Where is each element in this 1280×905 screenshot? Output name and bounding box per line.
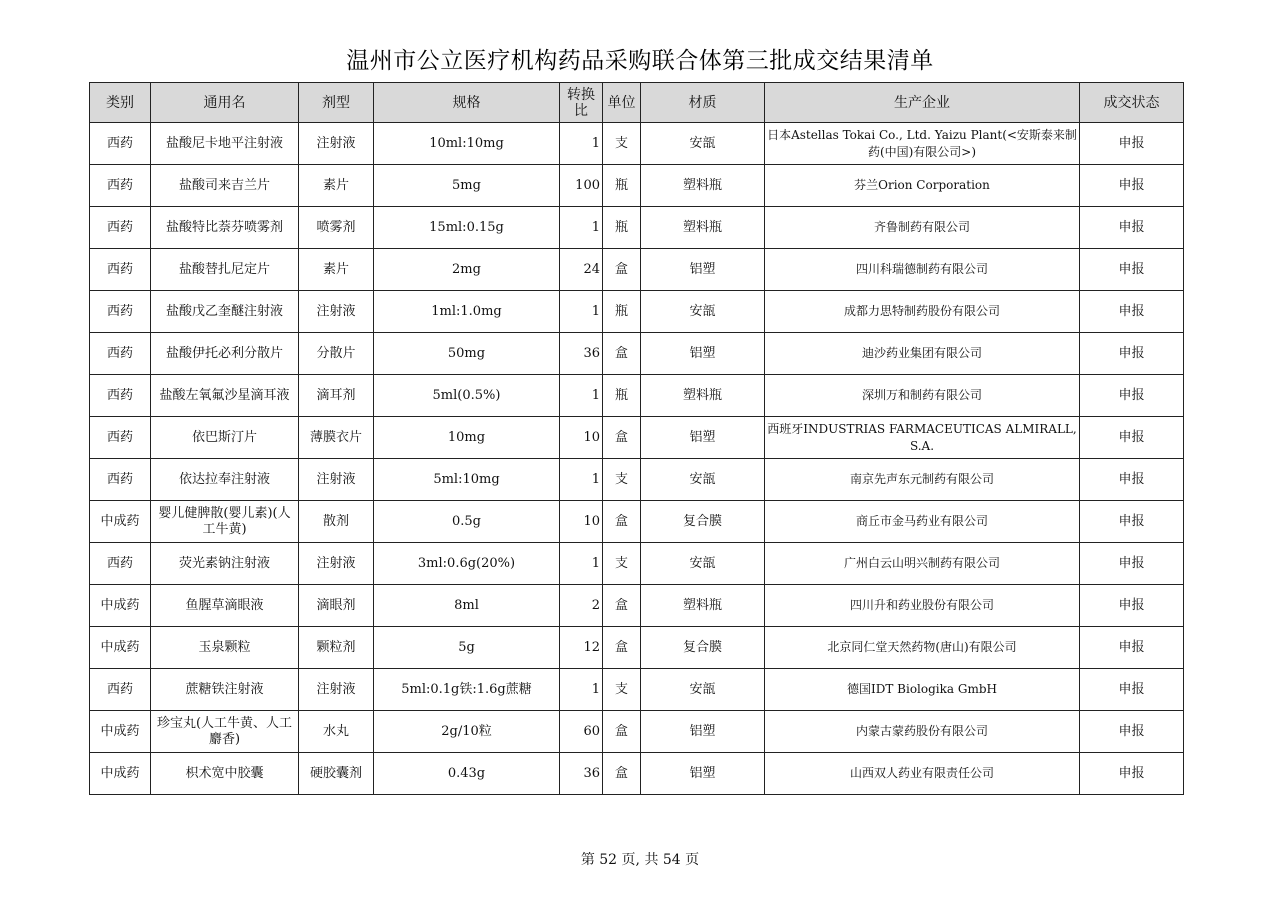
unit-cell: 支 bbox=[603, 669, 641, 711]
unit-cell: 瓶 bbox=[603, 291, 641, 333]
table-header-row bbox=[90, 83, 1184, 123]
ratio-cell: 10 bbox=[560, 501, 603, 543]
manufacturer-cell: 四川科瑞德制药有限公司 bbox=[765, 249, 1080, 291]
ratio-cell: 1 bbox=[560, 669, 603, 711]
spec-cell: 8ml bbox=[374, 585, 560, 627]
unit-cell: 盒 bbox=[603, 417, 641, 459]
material-cell: 安瓿 bbox=[641, 291, 765, 333]
status-cell: 申报 bbox=[1080, 291, 1184, 333]
unit-cell: 支 bbox=[603, 459, 641, 501]
name-cell: 盐酸尼卡地平注射液 bbox=[151, 123, 299, 165]
status-cell: 申报 bbox=[1080, 711, 1184, 753]
status-cell: 申报 bbox=[1080, 459, 1184, 501]
name-cell: 蔗糖铁注射液 bbox=[151, 669, 299, 711]
ratio-cell: 1 bbox=[560, 543, 603, 585]
table-row bbox=[90, 585, 1184, 627]
category-cell: 中成药 bbox=[90, 501, 151, 543]
form-cell: 硬胶囊剂 bbox=[299, 753, 374, 795]
spec-cell: 2g/10粒 bbox=[374, 711, 560, 753]
material-cell: 铝塑 bbox=[641, 753, 765, 795]
spec-cell: 5ml(0.5%) bbox=[374, 375, 560, 417]
category-cell: 西药 bbox=[90, 165, 151, 207]
category-cell: 西药 bbox=[90, 291, 151, 333]
name-cell: 盐酸特比萘芬喷雾剂 bbox=[151, 207, 299, 249]
ratio-cell: 2 bbox=[560, 585, 603, 627]
category-cell: 西药 bbox=[90, 249, 151, 291]
material-cell: 塑料瓶 bbox=[641, 165, 765, 207]
unit-cell: 瓶 bbox=[603, 207, 641, 249]
manufacturer-cell: 山西双人药业有限责任公司 bbox=[765, 753, 1080, 795]
manufacturer-cell: 深圳万和制药有限公司 bbox=[765, 375, 1080, 417]
spec-cell: 0.5g bbox=[374, 501, 560, 543]
form-cell: 注射液 bbox=[299, 669, 374, 711]
material-cell: 铝塑 bbox=[641, 249, 765, 291]
status-cell: 申报 bbox=[1080, 123, 1184, 165]
material-cell: 铝塑 bbox=[641, 711, 765, 753]
form-cell: 素片 bbox=[299, 249, 374, 291]
name-cell: 依达拉奉注射液 bbox=[151, 459, 299, 501]
table-row bbox=[90, 501, 1184, 543]
table-row bbox=[90, 753, 1184, 795]
status-cell: 申报 bbox=[1080, 753, 1184, 795]
form-cell: 颗粒剂 bbox=[299, 627, 374, 669]
name-cell: 盐酸戊乙奎醚注射液 bbox=[151, 291, 299, 333]
page-title: 温州市公立医疗机构药品采购联合体第三批成交结果清单 bbox=[346, 48, 934, 74]
status-cell: 申报 bbox=[1080, 333, 1184, 375]
spec-cell: 5ml:0.1g铁:1.6g蔗糖 bbox=[374, 669, 560, 711]
manufacturer-cell: 齐鲁制药有限公司 bbox=[765, 207, 1080, 249]
form-cell: 注射液 bbox=[299, 459, 374, 501]
unit-cell: 盒 bbox=[603, 711, 641, 753]
category-cell: 中成药 bbox=[90, 753, 151, 795]
spec-cell: 10mg bbox=[374, 417, 560, 459]
results-table bbox=[89, 82, 1184, 795]
manufacturer-cell: 迪沙药业集团有限公司 bbox=[765, 333, 1080, 375]
form-cell: 滴耳剂 bbox=[299, 375, 374, 417]
unit-cell: 支 bbox=[603, 543, 641, 585]
category-cell: 西药 bbox=[90, 123, 151, 165]
ratio-cell: 1 bbox=[560, 375, 603, 417]
form-cell: 分散片 bbox=[299, 333, 374, 375]
status-cell: 申报 bbox=[1080, 165, 1184, 207]
spec-cell: 1ml:1.0mg bbox=[374, 291, 560, 333]
manufacturer-cell: 广州白云山明兴制药有限公司 bbox=[765, 543, 1080, 585]
column-header: 成交状态 bbox=[1080, 83, 1184, 123]
manufacturer-cell: 芬兰Orion Corporation bbox=[765, 165, 1080, 207]
material-cell: 铝塑 bbox=[641, 417, 765, 459]
manufacturer-cell: 内蒙古蒙药股份有限公司 bbox=[765, 711, 1080, 753]
form-cell: 注射液 bbox=[299, 123, 374, 165]
unit-cell: 支 bbox=[603, 123, 641, 165]
form-cell: 注射液 bbox=[299, 291, 374, 333]
column-header: 材质 bbox=[641, 83, 765, 123]
column-header: 通用名 bbox=[151, 83, 299, 123]
category-cell: 中成药 bbox=[90, 627, 151, 669]
status-cell: 申报 bbox=[1080, 669, 1184, 711]
table-row bbox=[90, 711, 1184, 753]
table-body bbox=[90, 123, 1184, 795]
manufacturer-cell: 德国IDT Biologika GmbH bbox=[765, 669, 1080, 711]
spec-cell: 5g bbox=[374, 627, 560, 669]
spec-cell: 10ml:10mg bbox=[374, 123, 560, 165]
material-cell: 复合膜 bbox=[641, 627, 765, 669]
spec-cell: 5mg bbox=[374, 165, 560, 207]
category-cell: 西药 bbox=[90, 417, 151, 459]
material-cell: 铝塑 bbox=[641, 333, 765, 375]
table-row bbox=[90, 207, 1184, 249]
ratio-cell: 100 bbox=[560, 165, 603, 207]
unit-cell: 瓶 bbox=[603, 165, 641, 207]
name-cell: 盐酸左氧氟沙星滴耳液 bbox=[151, 375, 299, 417]
unit-cell: 盒 bbox=[603, 627, 641, 669]
name-cell: 盐酸司来吉兰片 bbox=[151, 165, 299, 207]
page-number: 第 52 页, 共 54 页 bbox=[580, 852, 700, 868]
column-header: 类别 bbox=[90, 83, 151, 123]
spec-cell: 5ml:10mg bbox=[374, 459, 560, 501]
ratio-cell: 10 bbox=[560, 417, 603, 459]
table-row bbox=[90, 459, 1184, 501]
manufacturer-cell: 商丘市金马药业有限公司 bbox=[765, 501, 1080, 543]
category-cell: 中成药 bbox=[90, 711, 151, 753]
table-row bbox=[90, 333, 1184, 375]
spec-cell: 0.43g bbox=[374, 753, 560, 795]
material-cell: 塑料瓶 bbox=[641, 375, 765, 417]
spec-cell: 15ml:0.15g bbox=[374, 207, 560, 249]
status-cell: 申报 bbox=[1080, 501, 1184, 543]
name-cell: 珍宝丸(人工牛黄、人工麝香) bbox=[151, 711, 299, 753]
form-cell: 薄膜衣片 bbox=[299, 417, 374, 459]
form-cell: 滴眼剂 bbox=[299, 585, 374, 627]
spec-cell: 2mg bbox=[374, 249, 560, 291]
category-cell: 中成药 bbox=[90, 585, 151, 627]
manufacturer-cell: 西班牙INDUSTRIAS FARMACEUTICAS ALMIRALL, S.A. bbox=[765, 417, 1080, 459]
material-cell: 安瓿 bbox=[641, 669, 765, 711]
category-cell: 西药 bbox=[90, 333, 151, 375]
manufacturer-cell: 北京同仁堂天然药物(唐山)有限公司 bbox=[765, 627, 1080, 669]
material-cell: 安瓿 bbox=[641, 123, 765, 165]
name-cell: 盐酸伊托必利分散片 bbox=[151, 333, 299, 375]
table-row bbox=[90, 291, 1184, 333]
unit-cell: 盒 bbox=[603, 753, 641, 795]
form-cell: 散剂 bbox=[299, 501, 374, 543]
ratio-cell: 1 bbox=[560, 291, 603, 333]
status-cell: 申报 bbox=[1080, 249, 1184, 291]
ratio-cell: 1 bbox=[560, 459, 603, 501]
name-cell: 婴儿健脾散(婴儿素)(人工牛黄) bbox=[151, 501, 299, 543]
material-cell: 塑料瓶 bbox=[641, 207, 765, 249]
status-cell: 申报 bbox=[1080, 627, 1184, 669]
table-row bbox=[90, 249, 1184, 291]
category-cell: 西药 bbox=[90, 375, 151, 417]
ratio-cell: 36 bbox=[560, 753, 603, 795]
column-header: 剂型 bbox=[299, 83, 374, 123]
unit-cell: 瓶 bbox=[603, 375, 641, 417]
unit-cell: 盒 bbox=[603, 501, 641, 543]
name-cell: 枳术宽中胶囊 bbox=[151, 753, 299, 795]
form-cell: 注射液 bbox=[299, 543, 374, 585]
column-header: 转换比 bbox=[560, 83, 603, 123]
table-row bbox=[90, 627, 1184, 669]
material-cell: 塑料瓶 bbox=[641, 585, 765, 627]
form-cell: 喷雾剂 bbox=[299, 207, 374, 249]
ratio-cell: 36 bbox=[560, 333, 603, 375]
status-cell: 申报 bbox=[1080, 207, 1184, 249]
status-cell: 申报 bbox=[1080, 543, 1184, 585]
category-cell: 西药 bbox=[90, 669, 151, 711]
manufacturer-cell: 成都力思特制药股份有限公司 bbox=[765, 291, 1080, 333]
column-header: 生产企业 bbox=[765, 83, 1080, 123]
table-row bbox=[90, 543, 1184, 585]
spec-cell: 3ml:0.6g(20%) bbox=[374, 543, 560, 585]
name-cell: 依巴斯汀片 bbox=[151, 417, 299, 459]
material-cell: 安瓿 bbox=[641, 459, 765, 501]
form-cell: 水丸 bbox=[299, 711, 374, 753]
column-header: 规格 bbox=[374, 83, 560, 123]
table-row bbox=[90, 165, 1184, 207]
category-cell: 西药 bbox=[90, 459, 151, 501]
manufacturer-cell: 南京先声东元制药有限公司 bbox=[765, 459, 1080, 501]
status-cell: 申报 bbox=[1080, 417, 1184, 459]
ratio-cell: 1 bbox=[560, 207, 603, 249]
manufacturer-cell: 日本Astellas Tokai Co., Ltd. Yaizu Plant(<安斯泰来制药(中国)有限公司>) bbox=[765, 123, 1080, 165]
table-row bbox=[90, 123, 1184, 165]
manufacturer-cell: 四川升和药业股份有限公司 bbox=[765, 585, 1080, 627]
unit-cell: 盒 bbox=[603, 333, 641, 375]
unit-cell: 盒 bbox=[603, 585, 641, 627]
form-cell: 素片 bbox=[299, 165, 374, 207]
name-cell: 玉泉颗粒 bbox=[151, 627, 299, 669]
category-cell: 西药 bbox=[90, 207, 151, 249]
ratio-cell: 12 bbox=[560, 627, 603, 669]
name-cell: 盐酸替扎尼定片 bbox=[151, 249, 299, 291]
status-cell: 申报 bbox=[1080, 375, 1184, 417]
status-cell: 申报 bbox=[1080, 585, 1184, 627]
column-header: 单位 bbox=[603, 83, 641, 123]
name-cell: 鱼腥草滴眼液 bbox=[151, 585, 299, 627]
table-row bbox=[90, 417, 1184, 459]
name-cell: 荧光素钠注射液 bbox=[151, 543, 299, 585]
table-row bbox=[90, 375, 1184, 417]
material-cell: 复合膜 bbox=[641, 501, 765, 543]
ratio-cell: 1 bbox=[560, 123, 603, 165]
spec-cell: 50mg bbox=[374, 333, 560, 375]
table-row bbox=[90, 669, 1184, 711]
ratio-cell: 60 bbox=[560, 711, 603, 753]
unit-cell: 盒 bbox=[603, 249, 641, 291]
ratio-cell: 24 bbox=[560, 249, 603, 291]
material-cell: 安瓿 bbox=[641, 543, 765, 585]
category-cell: 西药 bbox=[90, 543, 151, 585]
